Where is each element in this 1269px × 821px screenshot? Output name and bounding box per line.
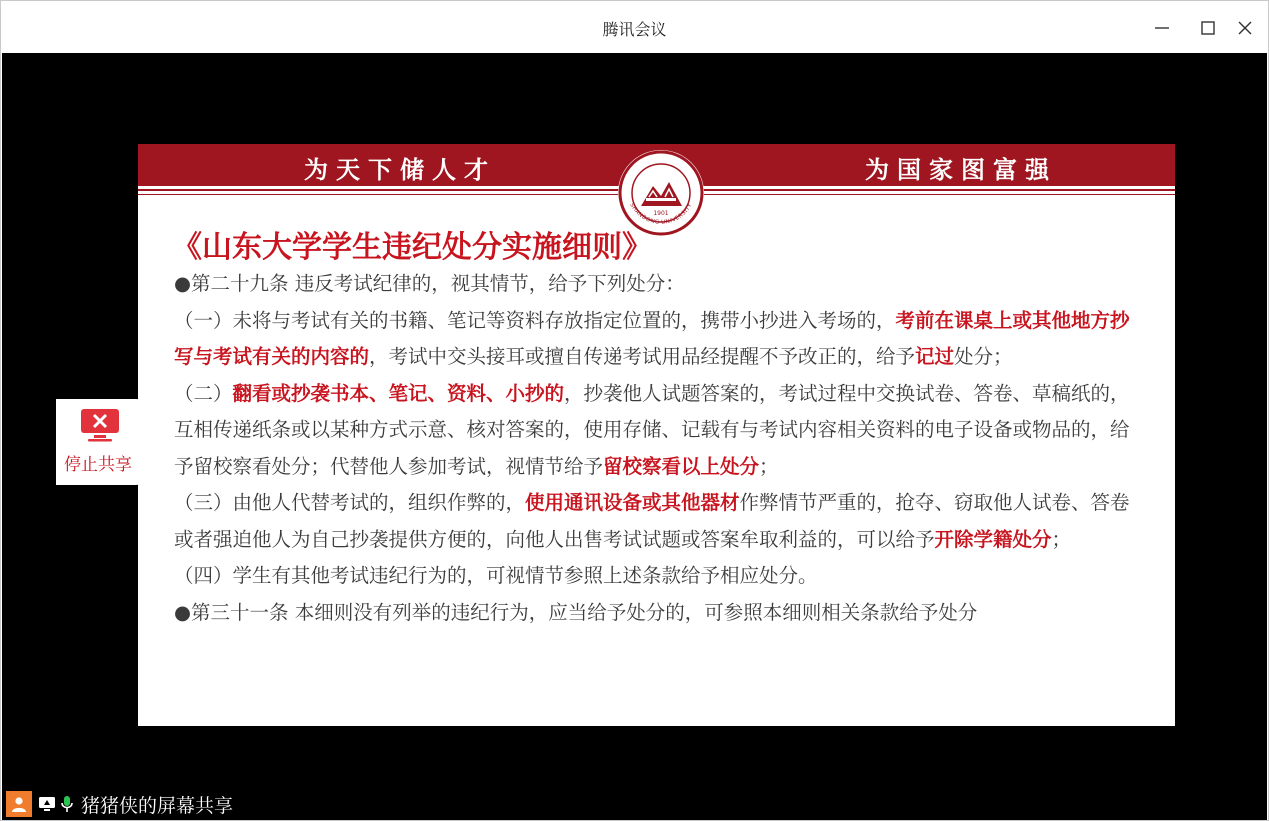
paragraph-text: （一）未将与考试有关的书籍、笔记等资料存放指定位置的，携带小抄进入考场的， xyxy=(174,308,896,332)
emblem-name: SHANDONG UNIVERSITY xyxy=(628,202,694,226)
microphone-icon xyxy=(58,795,76,813)
shared-screen-area xyxy=(2,53,1267,820)
paragraph-text: ，抄袭他人试题答案的，考试过程中交换试卷、答卷、草稿纸的，互相传递纸条或以某种方式示意、核对答案的，使用存储、记载有与考试内容相关资料的电子设备或物品的，给予留校察看处分；代替他人参加考试，视情节给予 xyxy=(174,381,1130,478)
minimize-icon xyxy=(1154,20,1170,36)
paragraph-text: ； xyxy=(759,454,779,478)
title-bar[interactable] xyxy=(1,1,1268,53)
maximize-button[interactable] xyxy=(1191,11,1225,45)
close-button[interactable] xyxy=(1228,11,1262,45)
paragraph-text: 处分； xyxy=(954,345,1013,368)
paragraph-text: （四）学生有其他考试违纪行为的，可视情节参照上述条款给予相应处分。 xyxy=(174,564,818,587)
motto-right: 为国家图富强 xyxy=(865,155,1057,184)
slide-title: 《山东大学学生违纪处分实施细则》 xyxy=(172,230,652,265)
minimize-button[interactable] xyxy=(1145,11,1179,45)
status-bar xyxy=(6,791,233,817)
slide-paragraph xyxy=(174,266,1134,303)
highlighted-text: 考前在课桌上或其他地方抄写与考试有关的内容的 xyxy=(174,308,1130,368)
maximize-icon xyxy=(1200,20,1216,36)
emblem-year: 1901 xyxy=(653,210,669,217)
slide-paragraph xyxy=(174,376,1134,486)
stop-share-button[interactable] xyxy=(56,399,150,485)
close-icon xyxy=(1237,20,1253,36)
highlighted-text: 开除学籍处分 xyxy=(934,527,1052,551)
paragraph-text: （三）由他人代替考试的，组织作弊的， xyxy=(174,491,526,514)
paragraph-text: ； xyxy=(1051,527,1072,551)
slide-paragraph xyxy=(174,595,1134,632)
highlighted-text: 使用通讯设备或其他器材 xyxy=(525,491,740,514)
slide-paragraph xyxy=(174,558,1134,595)
motto-left: 为天下储人才 xyxy=(304,155,496,184)
paragraph-text: 作弊情节严重的，抢夺、窃取他人试卷、答卷或者强迫他人为自己抄袭提供方便的，向他人出售考试试题或答案牟取利益的，可以给予 xyxy=(174,491,1130,551)
screen-share-label: 猪猪侠的屏幕共享 xyxy=(81,794,234,817)
slide-paragraph xyxy=(174,303,1134,376)
highlighted-text: 记过 xyxy=(915,345,955,368)
paragraph-text: （二） xyxy=(174,381,233,405)
highlighted-text: 留校察看以上处分 xyxy=(603,454,760,478)
screen-share-icon xyxy=(38,795,56,813)
paragraph-text: ●第三十一条 本细则没有列举的违纪行为，应当给予处分的，可参照本细则相关条款给予处分 xyxy=(174,600,978,624)
slide-body xyxy=(174,266,1134,631)
window-title: 腾讯会议 xyxy=(602,20,667,39)
stop-share-label: 停止共享 xyxy=(64,455,132,475)
slide-paragraph xyxy=(174,485,1134,558)
screen-stop-icon xyxy=(80,407,120,443)
paragraph-text: ，考试中交头接耳或擅自传递考试用品经提醒不予改正的，给予 xyxy=(369,345,916,368)
presentation-slide xyxy=(138,144,1175,726)
user-icon xyxy=(6,791,32,817)
paragraph-text: ●第二十九条 违反考试纪律的，视其情节，给予下列处分： xyxy=(174,272,685,295)
highlighted-text: 翻看或抄袭书本、笔记、资料、小抄的 xyxy=(232,381,565,405)
